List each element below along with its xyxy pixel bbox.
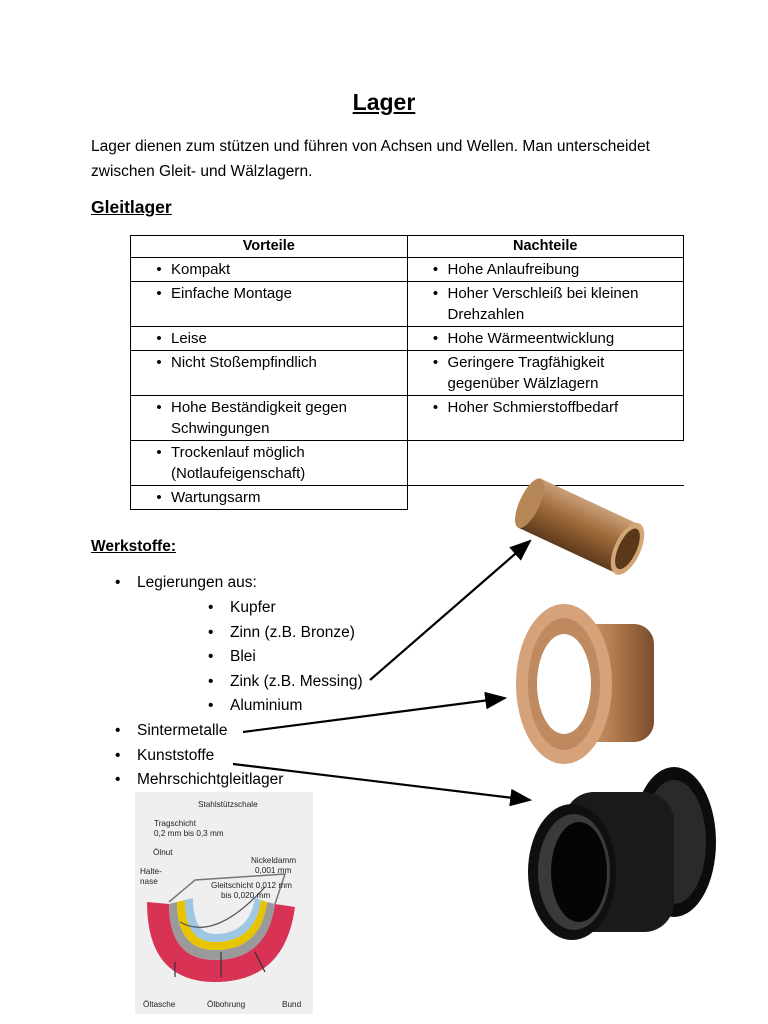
list-item-label: Zink (z.B. Messing) bbox=[230, 672, 363, 690]
cell-text: Trockenlauf möglich (Notlaufeigenschaft) bbox=[171, 444, 306, 482]
bullet: • bbox=[208, 697, 214, 714]
label-nickeldamm-dim: 0,001 mm bbox=[255, 866, 292, 875]
bullet: • bbox=[432, 285, 439, 302]
section-heading-werkstoffe: Werkstoffe: bbox=[91, 538, 176, 555]
bullet: • bbox=[208, 672, 214, 690]
list-item-label: Zinn (z.B. Bronze) bbox=[230, 623, 355, 641]
list-item-label: Kunststoffe bbox=[137, 746, 215, 764]
bullet: • bbox=[156, 285, 162, 302]
cell-text: Leise bbox=[171, 330, 207, 347]
cell-text: Hoher Verschleiß bei kleinen Drehzahlen bbox=[447, 285, 639, 323]
cell-text: Hoher Schmierstoffbedarf bbox=[447, 399, 619, 416]
bullet: • bbox=[432, 330, 439, 347]
label-oeltasche: Öltasche bbox=[143, 1000, 176, 1009]
bullet: • bbox=[115, 746, 121, 764]
intro-paragraph: Lager dienen zum stützen und führen von Achsen und Wellen. Man unterscheidet zwischen Gleit- und Wälzlagern. bbox=[91, 138, 650, 180]
bullet: • bbox=[156, 354, 162, 371]
list-item-label: Mehrschichtgleitlager bbox=[137, 771, 284, 788]
bullet: • bbox=[115, 722, 121, 739]
cell-text: Hohe Wärmeentwicklung bbox=[447, 330, 615, 347]
cell-text: Hohe Beständigkeit gegen Schwingungen bbox=[171, 399, 347, 437]
section-heading-gleitlager: Gleitlager bbox=[91, 197, 172, 217]
list-item-label: Aluminium bbox=[230, 697, 303, 714]
bullet: • bbox=[156, 444, 162, 461]
label-oelbohrung: Ölbohrung bbox=[207, 1000, 246, 1009]
bullet: • bbox=[156, 330, 162, 347]
list-item-label: Legierungen aus: bbox=[137, 574, 257, 591]
label-haltenase-2: nase bbox=[140, 877, 158, 886]
bullet: • bbox=[156, 399, 162, 416]
header-nachteile: Nachteile bbox=[407, 236, 684, 258]
label-nickeldamm: Nickeldamm bbox=[251, 856, 297, 865]
multilayer-bearing-diagram bbox=[135, 792, 313, 1014]
bullet: • bbox=[156, 261, 162, 278]
label-oelnut: Ölnut bbox=[153, 848, 173, 857]
bullet: • bbox=[208, 599, 214, 616]
bullet: • bbox=[115, 574, 121, 591]
label-gleitschicht-dim: bis 0,020 mm bbox=[221, 891, 271, 900]
label-haltenase-1: Halte- bbox=[140, 867, 162, 876]
label-bund: Bund bbox=[282, 1000, 302, 1009]
page-title: Lager bbox=[352, 89, 416, 115]
bullet: • bbox=[432, 354, 439, 371]
cell-text: Nicht Stoßempfindlich bbox=[171, 354, 317, 371]
cell-text: Einfache Montage bbox=[171, 285, 292, 302]
label-tragschicht-dim: 0,2 mm bis 0,3 mm bbox=[154, 829, 224, 838]
cell-text: Kompakt bbox=[171, 261, 231, 278]
label-gleitschicht: Gleitschicht 0,012 mm bbox=[211, 881, 292, 890]
bullet: • bbox=[208, 623, 214, 641]
cell-text: Geringere Tragfähigkeit gegenüber Wälzlagern bbox=[447, 354, 605, 392]
cell-text: Hohe Anlaufreibung bbox=[447, 261, 580, 278]
arrow-sinter-to-flange bbox=[243, 698, 505, 732]
bullet: • bbox=[208, 648, 214, 665]
bullet: • bbox=[432, 399, 439, 416]
label-tragschicht: Tragschicht bbox=[154, 819, 197, 828]
bullet: • bbox=[156, 489, 162, 506]
cell-text: Wartungsarm bbox=[171, 489, 261, 506]
arrow-zink-to-sleeve bbox=[370, 541, 530, 680]
list-item-label: Sintermetalle bbox=[137, 722, 228, 739]
list-item-label: Kupfer bbox=[230, 599, 276, 616]
bullet: • bbox=[432, 261, 439, 278]
header-vorteile: Vorteile bbox=[131, 236, 408, 258]
bullet: • bbox=[115, 771, 121, 788]
list-item-label: Blei bbox=[230, 648, 256, 665]
label-stahlstuetzschale: Stahlstützschale bbox=[198, 800, 258, 809]
